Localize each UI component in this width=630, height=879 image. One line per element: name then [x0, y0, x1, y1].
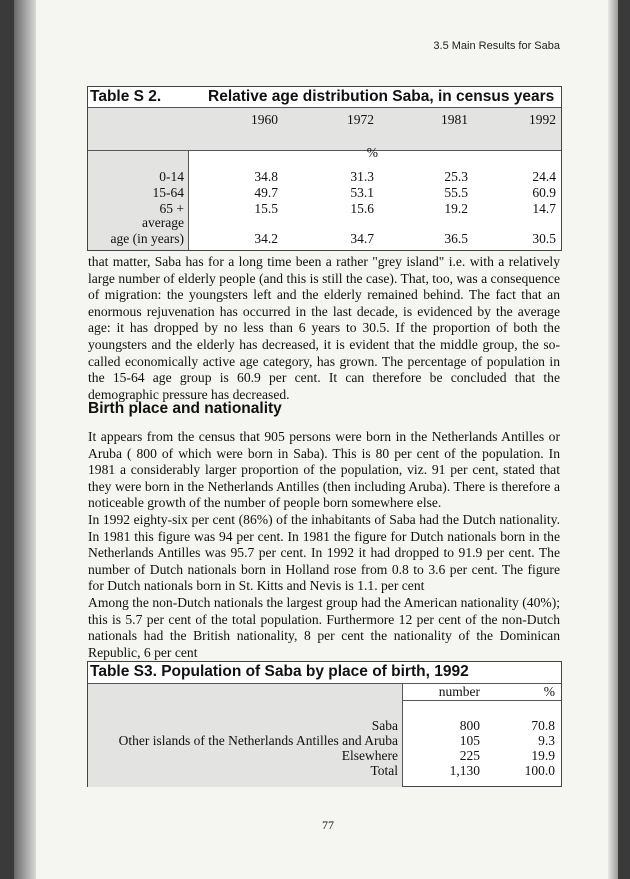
cell: 1,130: [449, 763, 480, 778]
cell: 60.9: [532, 185, 556, 200]
running-header: 3.5 Main Results for Saba: [433, 40, 560, 52]
paragraph: that matter, Saba has for a long time been a rather "grey island" i.e. with a relatively large number of elderly people (and this is still the case). That, too, was a consequence of migration: the youngsters left and the elderly remained behind. The fact that an enormous rejuvenation has occurred in the last decade, is evidenced by the average age: it has dropped by no less than 6 years to 30.5. If the proportion of both the youngsters and the elderly has decreased, it is evident that the middle group, the so-called economically active age category, has grown. The percentage of population in the 15-64 age group is 60.9 per cent. It can therefore be concluded that the demographic pressure has decreased.: [88, 254, 560, 402]
cell: 31.3: [350, 169, 374, 184]
cell: 49.7: [254, 185, 278, 200]
cell: 36.5: [444, 231, 468, 246]
row-label: Saba: [371, 718, 398, 733]
cell: 70.8: [531, 718, 555, 733]
cell: 15.5: [254, 201, 278, 216]
cell: 225: [459, 748, 480, 763]
row-label: age (in years): [110, 231, 184, 246]
table-s3: [87, 661, 562, 787]
binding-shadow: [14, 0, 36, 879]
cell: 34.7: [350, 231, 374, 246]
cell: 15.6: [350, 201, 374, 216]
table-label: Table S 2.: [90, 88, 162, 105]
page-number: 77: [322, 818, 334, 832]
col-year: 1960: [251, 112, 278, 127]
cell: 24.4: [532, 169, 556, 184]
cell: 19.9: [531, 748, 555, 763]
table-s2-title: [88, 87, 561, 108]
unit-label: %: [366, 145, 378, 160]
row-label: Other islands of the Netherlands Antilles and Aruba: [118, 733, 398, 748]
cell: 25.3: [444, 169, 468, 184]
cell: 9.3: [538, 733, 555, 748]
cell: 105: [459, 733, 480, 748]
table-s2: [87, 86, 562, 251]
col-year: 1972: [347, 112, 374, 127]
cell: 100.0: [524, 763, 555, 778]
cell: 30.5: [532, 231, 556, 246]
table-s3-title: Table S3. Population of Saba by place of birth, 1992: [90, 663, 469, 680]
page-edge: [608, 0, 618, 879]
cell: 53.1: [350, 185, 374, 200]
document-page: [14, 0, 618, 879]
row-label: average: [142, 215, 184, 230]
col-year: 1992: [529, 112, 556, 127]
cell: 19.2: [444, 201, 468, 216]
cell: 34.2: [254, 231, 278, 246]
col-header-percent: %: [543, 684, 555, 699]
section-heading: Birth place and nationality: [88, 400, 282, 417]
paragraph: Among the non-Dutch nationals the largest group had the American nationality (40%); this is 5.7 per cent of the total population. Furthermore 12 per cent of the non-Dutch nationals had the British nationality, 8 per cent the nationality of the Dominican Republic, 6 per cent: [88, 595, 560, 660]
row-label: 0-14: [159, 169, 184, 184]
row-label: Total: [370, 763, 398, 778]
row-label: 65 +: [159, 201, 184, 216]
cell: 14.7: [532, 201, 556, 216]
divider: [403, 700, 561, 701]
cell: 34.8: [254, 169, 278, 184]
paragraph: In 1992 eighty-six per cent (86%) of the inhabitants of Saba had the Dutch nationality. In 1981 this figure was 94 per cent. In 1981 the figure for Dutch nationals born in the Netherlands Antilles was 95.7 per cent. In 1992 it had dropped to 91.9 per cent. The number of Dutch nationals born in Holland rose from 0.8 to 3.6 per cent. The figure for Dutch nationals born in St. Kitts and Nevis is 1.1. per cent: [88, 512, 560, 594]
row-label: Elsewhere: [341, 748, 398, 763]
table-heading: Relative age distribution Saba, in census years: [208, 88, 555, 105]
col-year: 1981: [441, 112, 468, 127]
paragraph: It appears from the census that 905 persons were born in the Netherlands Antilles or Aruba ( 800 of which were born in Saba). This is 80 per cent of the population. In 1981 a considerably larger proportion of the population, viz. 91 per cent, stated that they were born in the Netherlands Antilles (then including Aruba). There is therefore a noticeable growth of the number of people born somewhere else.: [88, 429, 560, 511]
col-header-number: number: [438, 684, 480, 699]
row-label: 15-64: [152, 185, 184, 200]
cell: 800: [459, 718, 480, 733]
cell: 55.5: [444, 185, 468, 200]
